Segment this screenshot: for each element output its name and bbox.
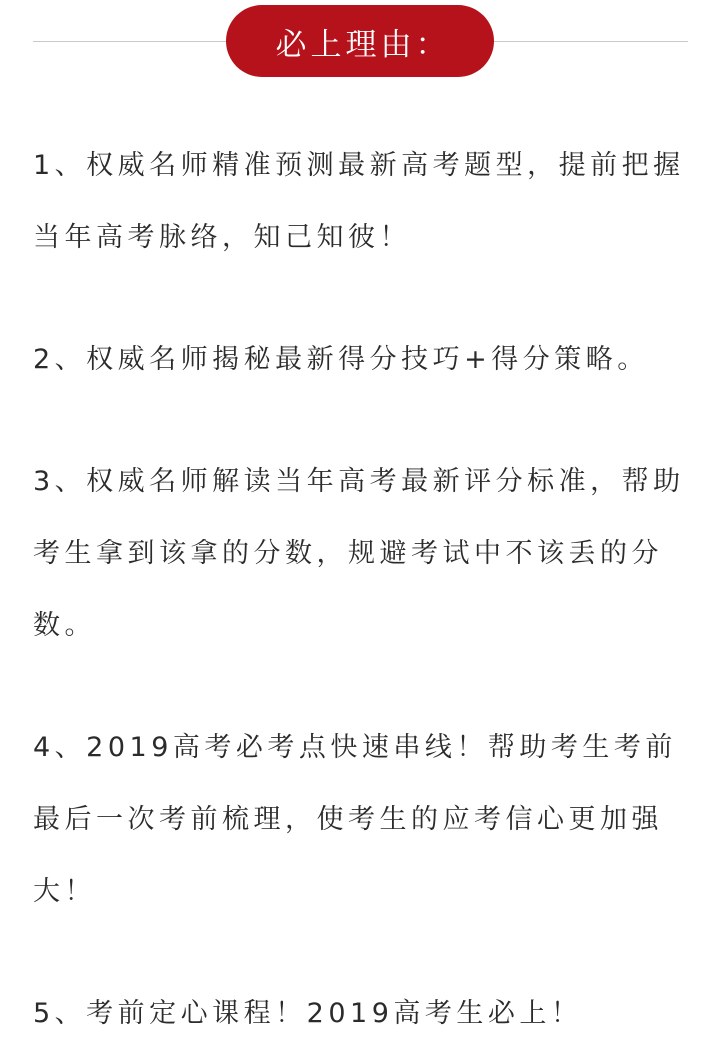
header-divider-right (492, 41, 688, 42)
reason-item-1: 1、权威名师精准预测最新高考题型，提前把握当年高考脉络，知己知彼！ (33, 150, 685, 253)
reason-item-4: 4、2019高考必考点快速串线！帮助考生考前最后一次考前梳理，使考生的应考信心更加强大！ (33, 732, 677, 907)
reason-item-5: 5、考前定心课程！2019高考生必上！ (33, 998, 583, 1029)
reason-item-3: 3、权威名师解读当年高考最新评分标准，帮助考生拿到该拿的分数，规避考试中不该丢的分数。 (33, 466, 685, 641)
section-header (0, 0, 720, 90)
header-divider-left (33, 41, 228, 42)
section-title-badge (226, 5, 494, 77)
reasons-list (33, 130, 688, 1050)
section-title: 必上理由： (275, 26, 451, 63)
reason-item-2: 2、权威名师揭秘最新得分技巧+得分策略。 (33, 344, 649, 375)
